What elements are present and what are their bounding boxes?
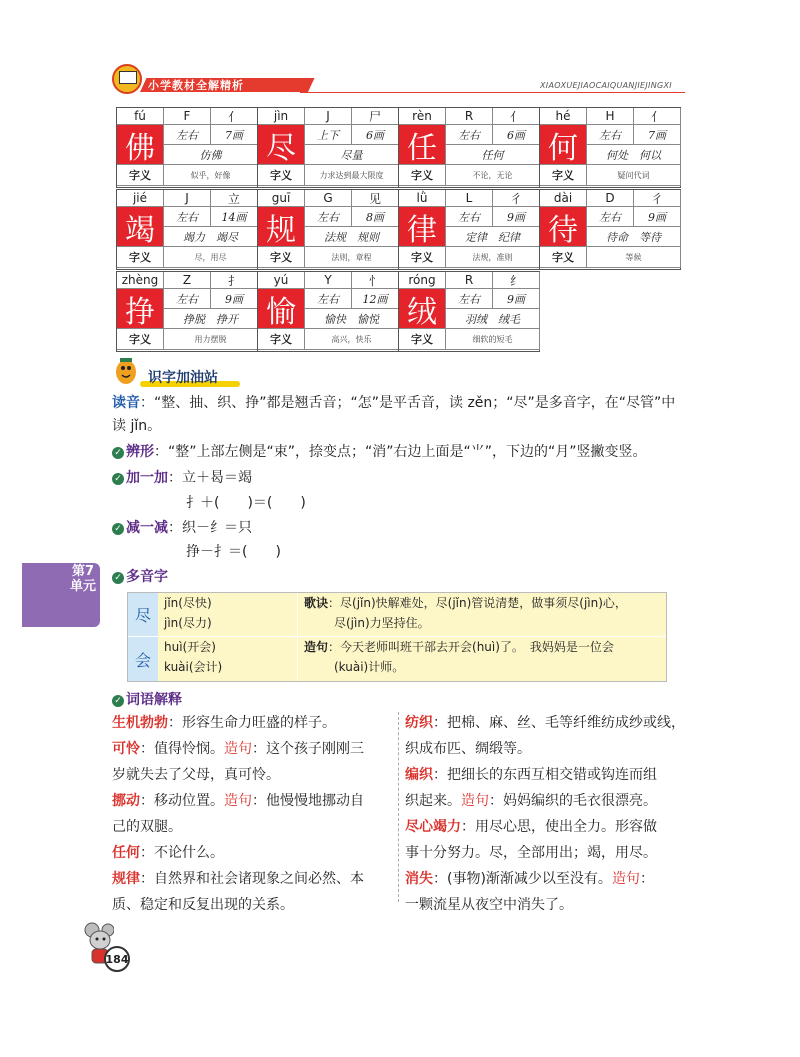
header-title: 小学教材全解精析 — [148, 79, 244, 92]
char-radical: 亻 — [493, 108, 540, 125]
char-structure: 左右 — [305, 207, 352, 227]
char-glyph: 竭 — [117, 207, 164, 247]
polyphone-text — [298, 637, 666, 681]
char-words: 定律 纪律 — [446, 227, 540, 247]
char-meaning-label: 字义 — [258, 247, 305, 268]
char-strokes: 6画 — [493, 125, 540, 145]
char-meaning-label: 字义 — [399, 329, 446, 350]
vocab-right-column — [405, 710, 687, 918]
char-pinyin: dài — [540, 190, 587, 207]
char-strokes: 8画 — [352, 207, 399, 227]
char-pinyin: zhèng — [117, 272, 164, 289]
vocab-def: ：用尽心思，使出全力。形容做 — [461, 819, 657, 835]
char-radical: 忄 — [352, 272, 399, 289]
reading-text-1: ：“整、抽、织、挣”都是翘舌音；“怎”是平舌音，读 zěn；“尽”是多音字，在“尽管”中 — [140, 395, 676, 411]
char-pinyin: guī — [258, 190, 305, 207]
vocab-term: 挪动 — [112, 793, 140, 809]
char-structure: 左右 — [446, 207, 493, 227]
column-divider — [398, 712, 399, 902]
char-meaning: 力求达到最大限度 — [305, 165, 399, 186]
polyphone-reading: kuài(会计) — [164, 660, 223, 674]
char-radical: 纟 — [493, 272, 540, 289]
char-words: 何处 何以 — [587, 145, 681, 165]
example-text: ：他慢慢地挪动自 — [252, 793, 364, 809]
char-meaning: 疑问代词 — [587, 165, 681, 186]
char-radical: 尸 — [352, 108, 399, 125]
polyphone-readings — [158, 637, 298, 681]
char-radical: 彳 — [493, 190, 540, 207]
sub-label: 减一减 — [126, 520, 168, 536]
char-glyph: 何 — [540, 125, 587, 165]
vocab-term: 纺织 — [405, 715, 433, 731]
char-meaning-label: 字义 — [399, 247, 446, 268]
char-radical: 亻 — [634, 108, 681, 125]
char-glyph: 绒 — [399, 289, 446, 329]
vocab-term: 任何 — [112, 845, 140, 861]
vocab-term: 消失 — [405, 871, 433, 887]
char-card — [398, 189, 540, 270]
vocab-def: ：形容生命力旺盛的样子。 — [168, 715, 336, 731]
vocab-def: ：把棉、麻、丝、毛等纤维纺成纱或线， — [433, 715, 685, 731]
char-structure: 左右 — [446, 289, 493, 309]
example-text: ： — [639, 871, 654, 887]
vocab-entry — [405, 710, 687, 736]
vocab-def: ：(事物)渐渐减少以至没有。 — [433, 871, 612, 887]
polyphone-reading: jìn(尽力) — [164, 616, 212, 630]
char-pinyin: fú — [117, 108, 164, 125]
example-label: 造句 — [461, 793, 489, 809]
char-pinyin: yú — [258, 272, 305, 289]
vocab-def: ：值得怜悯。 — [140, 741, 224, 757]
char-meaning-label: 字义 — [258, 329, 305, 350]
check-icon: ✓ — [112, 447, 124, 459]
poly-heading — [112, 567, 168, 587]
char-strokes: 9画 — [493, 207, 540, 227]
polyphone-char: 会 — [128, 637, 158, 681]
char-words: 法规 规则 — [305, 227, 399, 247]
char-card — [116, 271, 258, 352]
vocab-entry — [405, 814, 687, 840]
char-structure: 左右 — [164, 125, 211, 145]
char-meaning: 法则，章程 — [305, 247, 399, 268]
page-number: 184 — [104, 946, 130, 972]
char-glyph: 规 — [258, 207, 305, 247]
char-meaning-label: 字义 — [540, 165, 587, 186]
polyphone-reading: huì(开会) — [164, 640, 216, 654]
char-index-letter: Z — [164, 272, 211, 289]
poly-label: 多音字 — [126, 569, 168, 585]
vocab-entry — [112, 788, 394, 814]
vocab-term: 规律 — [112, 871, 140, 887]
logo-screen-icon — [119, 71, 137, 84]
char-words: 任何 — [446, 145, 540, 165]
vocab-term: 生机勃勃 — [112, 715, 168, 731]
vocab-term: 尽心竭力 — [405, 819, 461, 835]
vocab-entry — [405, 866, 687, 892]
polyphone-table — [127, 592, 667, 682]
vocab-title: 词语解释 — [126, 692, 182, 708]
char-strokes: 9画 — [493, 289, 540, 309]
char-words: 仿佛 — [164, 145, 258, 165]
add-label: 加一加 — [126, 470, 168, 486]
char-structure: 左右 — [446, 125, 493, 145]
header-subtitle-en: XIAOXUEJIAOCAIQUANJIEJINGXI — [540, 81, 672, 90]
shape-label: 辨形 — [126, 444, 154, 460]
char-pinyin: jìn — [258, 108, 305, 125]
polyphone-text — [298, 593, 666, 637]
char-words: 待命 等待 — [587, 227, 681, 247]
unit-side-tab-text: 第7单元 — [70, 564, 97, 594]
char-words: 尽量 — [305, 145, 399, 165]
char-structure: 左右 — [587, 207, 634, 227]
polyphone-readings — [158, 593, 298, 637]
reading-line-2: 读 jǐn。 — [112, 418, 162, 434]
vocab-entry — [112, 840, 394, 866]
char-glyph: 任 — [399, 125, 446, 165]
example-text: ：这个孩子刚刚三 — [252, 741, 364, 757]
vocab-def-cont: 质、稳定和反复出现的关系。 — [112, 897, 294, 913]
char-meaning-label: 字义 — [540, 247, 587, 268]
shape-text: ：“整”上部左侧是“束”，捺变点；“消”右边上面是“⺌”，下边的“月”竖撇变竖。 — [154, 444, 647, 460]
char-meaning-label: 字义 — [117, 247, 164, 268]
add-line-1 — [112, 468, 252, 488]
vocab-term: 编织 — [405, 767, 433, 783]
section-title: 识字加油站 — [148, 370, 218, 386]
char-pinyin: hé — [540, 108, 587, 125]
reading-line-1 — [112, 393, 675, 413]
vocab-def: ：自然界和社会诸现象之间必然、本 — [140, 871, 364, 887]
char-structure: 上下 — [305, 125, 352, 145]
char-index-letter: D — [587, 190, 634, 207]
char-strokes: 9画 — [634, 207, 681, 227]
char-meaning: 等候 — [587, 247, 681, 268]
sub-text-1: ：织－纟＝只 — [168, 520, 252, 536]
char-glyph: 待 — [540, 207, 587, 247]
char-glyph: 挣 — [117, 289, 164, 329]
example-label: 造句 — [224, 741, 252, 757]
char-card — [116, 107, 258, 188]
char-index-letter: R — [446, 272, 493, 289]
char-meaning: 不论，无论 — [446, 165, 540, 186]
shape-line — [112, 442, 647, 462]
char-card — [116, 189, 258, 270]
add-text-1: ：立＋曷＝竭 — [168, 470, 252, 486]
check-icon: ✓ — [112, 695, 124, 707]
polyphone-text-2: (kuài)计师。 — [334, 660, 405, 674]
char-pinyin: lǜ — [399, 190, 446, 207]
vocab-term: 可怜 — [112, 741, 140, 757]
char-meaning-label: 字义 — [399, 165, 446, 186]
check-icon: ✓ — [112, 523, 124, 535]
vocab-def-cont: 事十分努力。尽，全部用出；竭，用尽。 — [405, 845, 657, 861]
char-meaning-label: 字义 — [117, 165, 164, 186]
sub-line-2: 挣－扌＝( ) — [186, 544, 281, 560]
vocab-entry — [112, 710, 394, 736]
char-index-letter: Y — [305, 272, 352, 289]
polyphone-text-1: ：尽(jǐn)快解难处，尽(jǐn)管说清楚，做事须尽(jìn)心， — [328, 596, 627, 610]
char-glyph: 律 — [399, 207, 446, 247]
char-glyph: 愉 — [258, 289, 305, 329]
char-structure: 左右 — [164, 207, 211, 227]
char-index-letter: F — [164, 108, 211, 125]
char-card — [398, 107, 540, 188]
char-radical: 立 — [211, 190, 258, 207]
char-index-letter: H — [587, 108, 634, 125]
vocab-heading — [112, 690, 182, 710]
char-pinyin: jié — [117, 190, 164, 207]
vocab-entry-cont — [405, 788, 687, 814]
add-line-2: 扌＋( )＝( ) — [186, 495, 306, 511]
vocab-left-column — [112, 710, 394, 918]
example-text-cont: 一颗流星从夜空中消失了。 — [405, 897, 573, 913]
char-index-letter: L — [446, 190, 493, 207]
char-words: 竭力 竭尽 — [164, 227, 258, 247]
mascot-icon — [112, 356, 140, 386]
sub-line-1 — [112, 518, 252, 538]
char-index-letter: R — [446, 108, 493, 125]
char-strokes: 12画 — [352, 289, 399, 309]
polyphone-reading: jǐn(尽快) — [164, 596, 212, 610]
char-meaning: 似乎，好像 — [164, 165, 258, 186]
char-meaning: 尽，用尽 — [164, 247, 258, 268]
vocab-entry — [112, 736, 394, 762]
header-rule — [300, 92, 685, 93]
char-meaning-label: 字义 — [258, 165, 305, 186]
char-words: 挣脱 挣开 — [164, 309, 258, 329]
check-icon: ✓ — [112, 473, 124, 485]
char-pinyin: róng — [399, 272, 446, 289]
polyphone-char: 尽 — [128, 593, 158, 637]
example-label: 造句 — [224, 793, 252, 809]
char-meaning: 用力摆脱 — [164, 329, 258, 350]
char-strokes: 14画 — [211, 207, 258, 227]
char-structure: 左右 — [164, 289, 211, 309]
vocab-def: ：不论什么。 — [140, 845, 224, 861]
char-index-letter: J — [164, 190, 211, 207]
char-glyph: 尽 — [258, 125, 305, 165]
char-radical: 扌 — [211, 272, 258, 289]
vocab-entry — [405, 762, 687, 788]
char-meaning: 高兴，快乐 — [305, 329, 399, 350]
char-card — [539, 189, 681, 270]
vocab-def-cont: 织起来。 — [405, 793, 461, 809]
char-strokes: 6画 — [352, 125, 399, 145]
polyphone-text-1: ：今天老师叫班干部去开会(huì)了。 我妈妈是一位会 — [328, 640, 614, 654]
polyphone-kind: 造句 — [304, 640, 329, 654]
char-radical: 亻 — [211, 108, 258, 125]
char-strokes: 9画 — [211, 289, 258, 309]
char-strokes: 7画 — [211, 125, 258, 145]
char-index-letter: G — [305, 190, 352, 207]
char-radical: 彳 — [634, 190, 681, 207]
char-index-letter: J — [305, 108, 352, 125]
char-card — [398, 271, 540, 352]
vocab-entry — [112, 866, 394, 892]
char-words: 羽绒 绒毛 — [446, 309, 540, 329]
example-text-cont: 岁就失去了父母，真可怜。 — [112, 767, 280, 783]
polyphone-kind: 歌诀 — [304, 596, 329, 610]
char-words: 愉快 愉悦 — [305, 309, 399, 329]
char-card — [539, 107, 681, 188]
char-card — [257, 271, 399, 352]
char-structure: 左右 — [587, 125, 634, 145]
char-meaning: 法规，准则 — [446, 247, 540, 268]
char-glyph: 佛 — [117, 125, 164, 165]
vocab-def-cont: 织成布匹、绸缎等。 — [405, 741, 531, 757]
polyphone-text-2: 尽(jìn)力坚持住。 — [334, 616, 430, 630]
char-strokes: 7画 — [634, 125, 681, 145]
char-card — [257, 107, 399, 188]
example-text-cont: 己的双腿。 — [112, 819, 182, 835]
check-icon: ✓ — [112, 572, 124, 584]
char-pinyin: rèn — [399, 108, 446, 125]
char-meaning-label: 字义 — [117, 329, 164, 350]
char-structure: 左右 — [305, 289, 352, 309]
char-card — [257, 189, 399, 270]
vocab-def: ：把细长的东西互相交错或钩连而组 — [433, 767, 657, 783]
reading-label: 读音 — [112, 395, 140, 411]
char-radical: 见 — [352, 190, 399, 207]
example-text: ：妈妈编织的毛衣很漂亮。 — [489, 793, 657, 809]
vocab-def: ：移动位置。 — [140, 793, 224, 809]
example-label: 造句 — [611, 871, 640, 887]
char-meaning: 细软的短毛 — [446, 329, 540, 350]
